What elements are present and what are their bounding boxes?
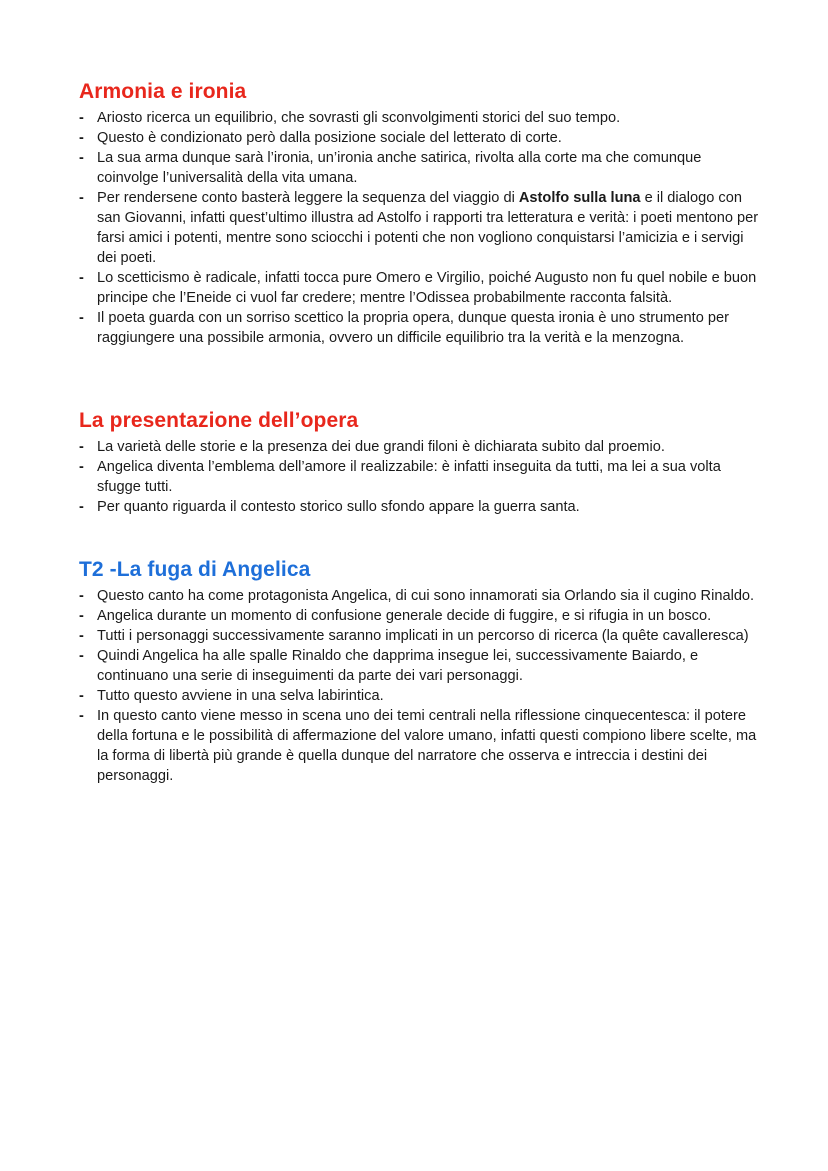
dash-marker: - [79, 648, 84, 664]
section-heading: Armonia e ironia [79, 80, 247, 103]
list-item-text: Questo è condizionato però dalla posizione sociale del letterato di corte. [97, 130, 562, 146]
bullet-list [79, 437, 759, 517]
list-item [79, 188, 759, 268]
dash-marker: - [79, 459, 84, 475]
list-item-text: In questo canto viene messo in scena uno dei temi centrali nella riflessione cinquecentesca: il potere della fortuna e le possibilità di affermazione del valore umano, infatti questi compiono libere scelte, ma la forma di libertà più grande è quella dunque del narratore che osserva e intreccia i destini dei personaggi. [97, 708, 757, 784]
list-item [79, 497, 759, 517]
list-item-text: Ariosto ricerca un equilibrio, che sovrasti gli sconvolgimenti storici del suo tempo. [97, 110, 621, 126]
dash-marker: - [79, 150, 84, 166]
list-item-text: Per rendersene conto basterà leggere la sequenza del viaggio di [97, 190, 519, 206]
bold-emphasis: Astolfo sulla luna [518, 190, 641, 206]
dash-marker: - [79, 270, 84, 286]
list-item [79, 128, 759, 148]
dash-marker: - [79, 499, 84, 515]
section-presentazione-opera [79, 409, 759, 517]
list-item [79, 626, 759, 646]
list-item-text: La varietà delle storie e la presenza dei due grandi filoni è dichiarata subito dal proemio. [97, 439, 665, 455]
dash-marker: - [79, 628, 84, 644]
dash-marker: - [79, 608, 84, 624]
list-item [79, 706, 759, 786]
list-item-text: Angelica diventa l’emblema dell’amore il realizzabile: è infatti inseguita da tutti, ma lei a sua volta sfugge tutti. [97, 459, 721, 495]
list-item-text: Tutti i personaggi successivamente saranno implicati in un percorso di ricerca (la quête cavalleresca) [97, 628, 749, 644]
list-item-text: Per quanto riguarda il contesto storico sullo sfondo appare la guerra santa. [97, 499, 580, 515]
list-item-text: Questo canto ha come protagonista Angelica, di cui sono innamorati sia Orlando sia il cugino Rinaldo. [97, 588, 755, 604]
list-item [79, 148, 759, 188]
list-item-text: Tutto questo avviene in una selva labirintica. [97, 688, 384, 704]
dash-marker: - [79, 110, 84, 126]
dash-marker: - [79, 190, 84, 206]
list-item-text: e il dialogo con san Giovanni, infatti quest’ultimo illustra ad Astolfo i rapporti tra letteratura e verità: i poeti mentono per farsi amici i potenti, mentre sono sciocchi i potenti che non vogliono conquistarsi l’amicizia e i servigi dei poeti. [97, 190, 759, 266]
list-item [79, 108, 759, 128]
list-item [79, 586, 759, 606]
dash-marker: - [79, 439, 84, 455]
list-item-text: Angelica durante un momento di confusione generale decide di fuggire, e si rifugia in un bosco. [97, 608, 712, 624]
section-armonia-e-ironia [79, 80, 759, 348]
list-item [79, 686, 759, 706]
bullet-list [79, 586, 759, 786]
list-item [79, 606, 759, 626]
section-heading: La presentazione dell’opera [79, 409, 359, 432]
list-item [79, 308, 759, 348]
list-item-text: La sua arma dunque sarà l’ironia, un’ironia anche satirica, rivolta alla corte ma che comunque coinvolge l’universalità della vita umana. [97, 150, 702, 186]
dash-marker: - [79, 130, 84, 146]
list-item [79, 457, 759, 497]
dash-marker: - [79, 708, 84, 724]
list-item [79, 268, 759, 308]
list-item [79, 646, 759, 686]
list-item-text: Lo scetticismo è radicale, infatti tocca pure Omero e Virgilio, poiché Augusto non fu quel nobile e buon principe che l’Eneide ci vuol far credere; mentre l’Odissea probabilmente racconta falsità. [97, 270, 757, 306]
dash-marker: - [79, 688, 84, 704]
bullet-list [79, 108, 759, 348]
list-item [79, 437, 759, 457]
dash-marker: - [79, 310, 84, 326]
section-fuga-di-angelica [79, 558, 759, 786]
dash-marker: - [79, 588, 84, 604]
list-item-text: Quindi Angelica ha alle spalle Rinaldo che dapprima insegue lei, successivamente Baiardo, e continuano una serie di inseguimenti da parte dei vari personaggi. [97, 648, 699, 684]
list-item-text: Il poeta guarda con un sorriso scettico la propria opera, dunque questa ironia è uno strumento per raggiungere una possibile armonia, ovvero un difficile equilibrio tra la verità e la menzogna. [97, 310, 729, 346]
section-heading: T2 -La fuga di Angelica [79, 558, 311, 581]
